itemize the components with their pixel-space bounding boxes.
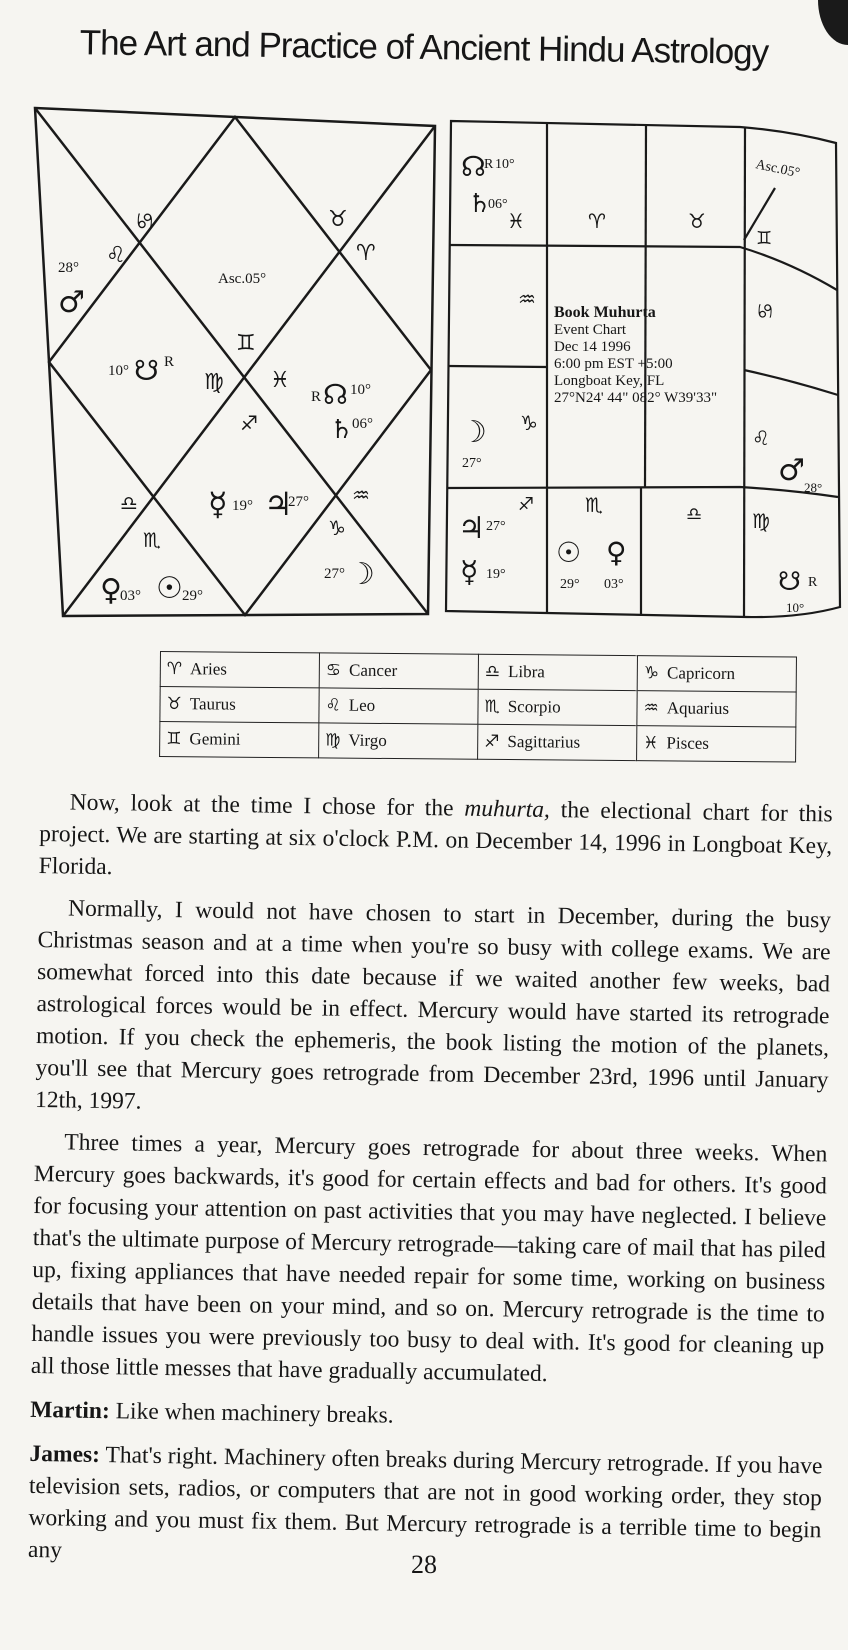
legend-cell-aquarius <box>637 691 796 727</box>
south-venus-icon: ♀ <box>606 536 627 569</box>
south-ketu-retro: R <box>808 575 818 590</box>
zodiac-legend-table <box>159 651 797 763</box>
south-gemini-icon: ♊ <box>756 228 773 249</box>
north-pisces-icon: ♓ <box>270 368 290 393</box>
south-mercury-icon: ☿ <box>460 555 479 590</box>
south-rahu-retro: R <box>484 157 494 172</box>
south-mercury-degree: 19° <box>486 567 506 582</box>
south-sun-degree: 29° <box>560 577 580 592</box>
legend-label: Libra <box>508 662 545 682</box>
paragraph-text: the electional chart for this project. We are starting at six o'clock P.M. on December 14, 1996 in Longboat Key, Florida. <box>38 797 833 881</box>
north-rahu-degree: 10° <box>350 382 371 398</box>
south-venus-degree: 03° <box>604 577 624 592</box>
south-saturn-degree: 06° <box>488 197 508 212</box>
north-mars-degree: 28° <box>58 260 79 276</box>
south-capricorn-icon: ♑ <box>520 411 538 435</box>
legend-row <box>160 652 796 693</box>
south-jupiter-icon: ♃ <box>458 511 485 546</box>
south-cancer-icon: ♋ <box>753 302 777 320</box>
body-text <box>28 786 833 1588</box>
north-asc-label: Asc.05° <box>218 271 267 287</box>
virgo-icon: ♍ <box>325 730 341 751</box>
page-number: 28 <box>411 1550 437 1579</box>
north-ketu-icon: ☋ <box>134 354 159 387</box>
south-chart-row-2-right <box>744 370 838 395</box>
legend-label: Cancer <box>349 660 398 681</box>
pisces-icon: ♓ <box>643 733 659 754</box>
north-rahu-icon: ☊ <box>323 378 348 411</box>
aquarius-icon: ♒ <box>643 698 659 719</box>
legend-cell-cancer <box>319 653 478 689</box>
legend-cell-gemini <box>160 722 319 758</box>
south-scorpio-icon: ♏ <box>585 493 603 517</box>
dialogue-martin <box>30 1394 823 1438</box>
south-virgo-icon: ♍ <box>752 509 770 533</box>
north-virgo-icon: ♍ <box>204 370 224 395</box>
legend-row <box>160 722 796 763</box>
south-libra-icon: ♎ <box>686 504 703 525</box>
astrology-charts <box>0 0 848 660</box>
south-jupiter-degree: 27° <box>486 519 506 534</box>
north-moon-degree: 27° <box>324 566 345 582</box>
sagittarius-icon: ♐ <box>484 731 500 752</box>
legend-label: Gemini <box>189 729 241 749</box>
gemini-icon: ♊ <box>166 729 182 750</box>
south-mars-degree: 28° <box>804 480 823 495</box>
dialogue-text: That's right. Machinery often breaks during Mercury retrograde. If you have television sets, radios, or computers that are not in good working order, they stop working and you must fix them. But Mercury retrograde is a terrible time to begin any <box>27 1442 823 1564</box>
south-ketu-degree: 10° <box>786 600 805 615</box>
speaker-martin: Martin: <box>29 1396 111 1425</box>
north-sun-degree: 29° <box>182 588 203 604</box>
legend-cell-aries <box>160 652 319 688</box>
south-chart-title: Book Muhurta <box>554 304 656 321</box>
legend-label: Sagittarius <box>507 732 581 752</box>
north-mars-icon: ♂ <box>58 285 85 320</box>
legend-cell-capricorn <box>637 656 796 692</box>
legend-cell-virgo <box>319 723 478 759</box>
north-aquarius-icon: ♒ <box>352 483 370 507</box>
south-chart-line-4: Longboat Key, FL <box>554 373 665 389</box>
south-rahu-icon: ☊ <box>461 150 486 183</box>
north-sun-icon: ☉ <box>156 571 183 606</box>
north-sagittarius-icon: ♐ <box>240 411 258 435</box>
legend-label: Capricorn <box>666 663 736 684</box>
legend-label: Leo <box>348 695 376 715</box>
legend-row <box>160 687 796 728</box>
south-moon-icon: ☽ <box>460 415 487 450</box>
north-capricorn-icon: ♑ <box>328 516 346 540</box>
south-ketu-icon: ☋ <box>778 567 802 597</box>
paragraph-december: Normally, I would not have chosen to start in December, during the busy Christmas season and at a time when you're so busy with college exams. We are somewhat forced into this date because if we waited another few weeks, bad astrological forces would be in effect. Mercury would have started its retrograde motion. If you check the ephemeris, the book listing the motion of the planets, you'll see that Mercury goes retrograde from December 23rd, 1996 until January 12th, 1997. <box>34 895 832 1115</box>
emphasis-muhurta: muhurta, <box>464 795 551 824</box>
scorpio-icon: ♏ <box>484 696 500 717</box>
north-cancer-icon: ♋ <box>131 211 156 231</box>
south-moon-degree: 27° <box>462 456 482 471</box>
north-gemini-icon: ♊ <box>236 331 256 356</box>
north-mercury-degree: 19° <box>232 498 253 514</box>
legend-label: Scorpio <box>507 697 561 717</box>
south-aries-icon: ♈ <box>588 209 606 233</box>
south-taurus-icon: ♉ <box>688 209 706 233</box>
legend-label: Aries <box>190 659 228 679</box>
legend-cell-leo <box>319 688 478 724</box>
legend-label: Virgo <box>348 730 387 750</box>
libra-icon: ♎ <box>484 661 501 682</box>
north-jupiter-degree: 27° <box>288 494 309 510</box>
paragraph-mercury-retrograde: Three times a year, Mercury goes retrograde for about three weeks. When Mercury goes backwards, it's good for certain effects and bad for others. It's good for focusing your attention on past activities that you may have neglected. I believe that's the ultimate purpose of Mercury retrograde—taking care of mail that has piled up, fixing appliances that have needed repair for some time, working on business details that have been on your mind, and so on. Mercury retrograde is the time to handle issues you were previously too busy to deal with. It's good for cleaning up all those little messes that have gradually accumulated. <box>30 1129 828 1388</box>
south-chart-col-3 <box>744 127 745 617</box>
south-indian-chart <box>446 121 840 617</box>
paragraph-muhurta <box>38 786 832 894</box>
south-sun-icon: ☉ <box>556 536 582 569</box>
legend-cell-taurus <box>160 687 319 723</box>
legend-label: Pisces <box>666 733 710 753</box>
south-sagittarius-icon: ♐ <box>518 494 535 515</box>
legend-cell-pisces <box>637 726 796 762</box>
south-mars-icon: ♂ <box>778 453 805 488</box>
south-aquarius-icon: ♒ <box>518 287 536 311</box>
south-chart-line-5: 27°N24' 44" 082° W39'33" <box>554 390 718 406</box>
north-jupiter-icon: ♃ <box>264 485 293 523</box>
south-asc-label: Asc.05° <box>754 157 802 182</box>
paragraph-text: Now, look at the time I chose for the <box>69 789 465 822</box>
dialogue-text: Like when machinery breaks. <box>109 1398 394 1429</box>
south-chart-row-1 <box>450 245 837 290</box>
north-ketu-degree: 10° <box>108 363 129 379</box>
south-chart-line-2: Dec 14 1996 <box>554 339 631 355</box>
north-moon-icon: ☽ <box>348 557 375 592</box>
north-rahu-retro: R <box>311 389 322 405</box>
south-pisces-icon: ♓ <box>507 209 525 233</box>
aries-icon: ♈ <box>166 659 183 680</box>
legend-label: Aquarius <box>666 698 730 718</box>
south-chart-line-3: 6:00 pm EST +5:00 <box>554 356 673 372</box>
south-chart-line-1: Event Chart <box>554 322 627 338</box>
legend-cell-scorpio <box>478 689 637 725</box>
south-chart-row-3 <box>447 487 838 497</box>
north-chart-inner-diamond <box>49 117 431 615</box>
north-mercury-icon: ☿ <box>208 485 228 523</box>
south-saturn-icon: ♄ <box>468 189 492 219</box>
south-leo-icon: ♌ <box>752 426 770 450</box>
north-saturn-degree: 06° <box>352 416 373 432</box>
north-chart-diagonal-1 <box>35 108 428 614</box>
north-chart-lines <box>35 108 435 616</box>
north-saturn-icon: ♄ <box>330 415 354 445</box>
north-venus-icon: ♀ <box>100 573 122 608</box>
north-libra-icon: ♎ <box>120 491 138 515</box>
north-ketu-retro: R <box>164 354 175 370</box>
south-rahu-degree: 10° <box>495 157 515 172</box>
leo-icon: ♌ <box>325 695 341 716</box>
north-aries-icon: ♈ <box>356 241 376 266</box>
legend-cell-libra <box>478 654 637 690</box>
page-title: The Art and Practice of Ancient Hindu Astrology <box>79 23 769 72</box>
legend-label: Taurus <box>189 694 236 714</box>
capricorn-icon: ♑ <box>643 663 660 684</box>
north-leo-icon: ♌ <box>106 243 126 268</box>
legend-cell-sagittarius <box>478 724 637 760</box>
north-taurus-icon: ♉ <box>328 207 348 232</box>
cancer-icon: ♋ <box>325 660 342 681</box>
speaker-james: James: <box>29 1440 101 1469</box>
south-chart-row-2-left <box>449 366 547 367</box>
north-scorpio-icon: ♏ <box>143 528 161 552</box>
north-venus-degree: 03° <box>120 588 141 604</box>
north-indian-chart <box>35 108 435 616</box>
taurus-icon: ♉ <box>166 694 182 715</box>
